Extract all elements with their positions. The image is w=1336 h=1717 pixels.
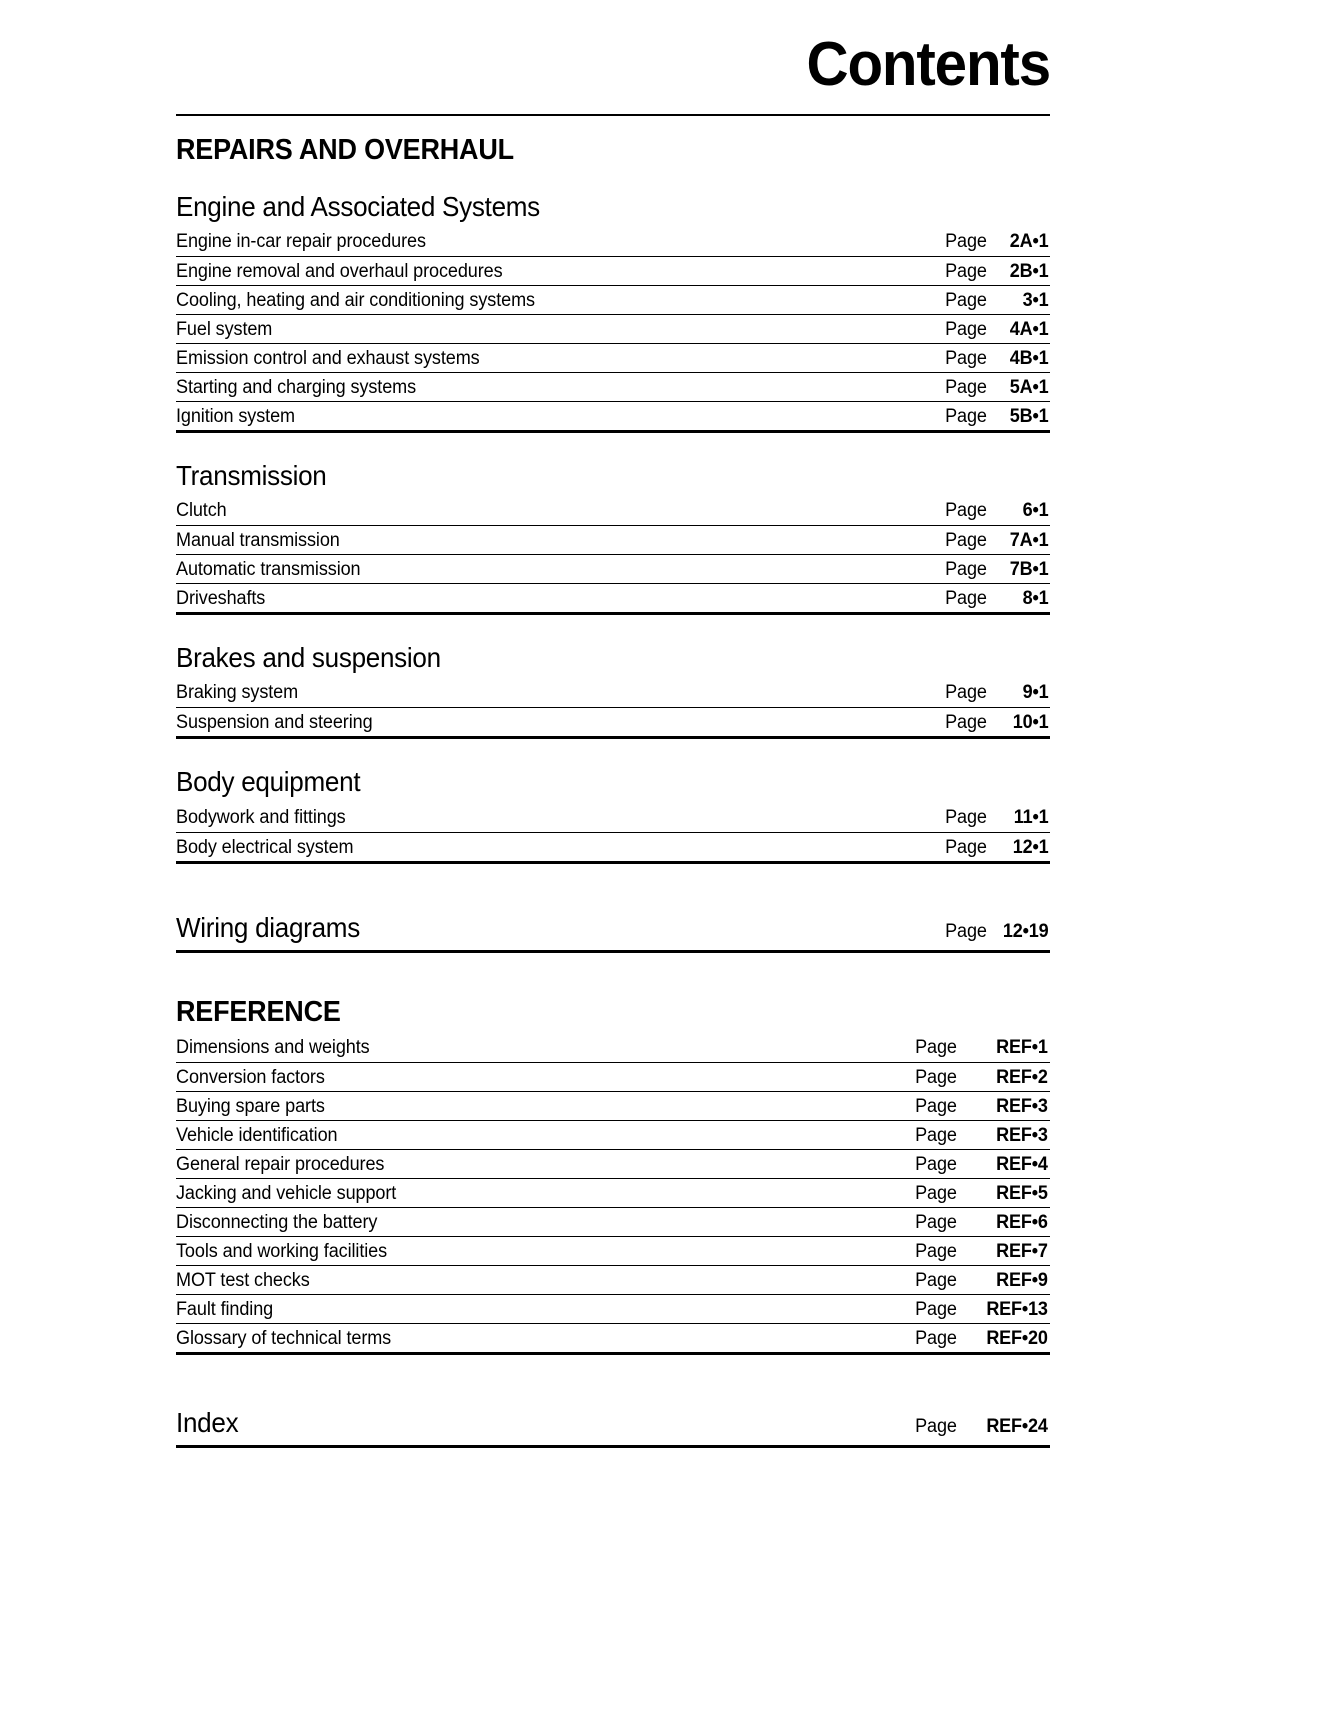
section-heading-body-equipment: Body equipment xyxy=(176,766,361,798)
entry-page-ref: REF•20 xyxy=(986,1327,1048,1349)
entry-page-label: Page xyxy=(945,712,987,734)
entry-page-ref: 4A•1 xyxy=(1009,319,1049,341)
entry-title: Manual transmission xyxy=(176,530,340,552)
entry-page-label: Page xyxy=(945,348,987,370)
entry-page-label: Page xyxy=(915,1036,957,1058)
entry-title: Emission control and exhaust systems xyxy=(176,348,480,370)
entry-page-label: Page xyxy=(945,559,987,581)
list-item[interactable] xyxy=(176,525,1050,554)
entry-page-ref: REF•9 xyxy=(996,1269,1048,1291)
entry-page-ref: 12•1 xyxy=(1012,836,1049,858)
entry-page-label: Page xyxy=(915,1066,957,1088)
entry-page-label: Page xyxy=(945,377,987,399)
wiring-diagrams-row[interactable] xyxy=(176,906,1050,950)
page-title: Contents xyxy=(806,30,1050,99)
list-item[interactable] xyxy=(176,1149,1050,1178)
index-heading: Index xyxy=(176,1406,239,1438)
entry-list-brakes xyxy=(176,678,1050,739)
entry-title: Ignition system xyxy=(176,406,295,428)
list-item[interactable] xyxy=(176,583,1050,612)
entry-page-label: Page xyxy=(915,1124,957,1146)
entry-title: Glossary of technical terms xyxy=(176,1327,392,1349)
index-page-ref: REF•24 xyxy=(986,1415,1048,1437)
section-index xyxy=(176,1401,1050,1448)
entry-page-label: Page xyxy=(945,319,987,341)
entry-title: Braking system xyxy=(176,682,299,704)
section-heading-brakes: Brakes and suspension xyxy=(176,642,441,674)
entry-page-ref: REF•1 xyxy=(996,1036,1048,1058)
group-title-reference: REFERENCE xyxy=(176,995,341,1028)
entry-list-body-equipment xyxy=(176,803,1050,864)
entry-title: Disconnecting the battery xyxy=(176,1211,378,1233)
entry-page-label: Page xyxy=(945,406,987,428)
entry-title: Buying spare parts xyxy=(176,1095,325,1117)
entry-title: Automatic transmission xyxy=(176,559,361,581)
list-item[interactable] xyxy=(176,1091,1050,1120)
index-page-label: Page xyxy=(915,1415,957,1437)
entry-title: Suspension and steering xyxy=(176,712,373,734)
entry-title: Starting and charging systems xyxy=(176,377,417,399)
list-item[interactable] xyxy=(176,1265,1050,1294)
list-item[interactable] xyxy=(176,256,1050,285)
section-brakes xyxy=(176,642,1050,739)
entry-title: Fault finding xyxy=(176,1298,274,1320)
entry-page-ref: 6•1 xyxy=(1022,500,1049,522)
list-item[interactable] xyxy=(176,1178,1050,1207)
entry-page-label: Page xyxy=(945,290,987,312)
entry-page-ref: 2B•1 xyxy=(1009,261,1049,283)
entry-page-label: Page xyxy=(915,1095,957,1117)
section-body-equipment xyxy=(176,766,1050,863)
list-item[interactable] xyxy=(176,678,1050,707)
list-item[interactable] xyxy=(176,1323,1050,1352)
entry-page-ref: REF•13 xyxy=(986,1298,1048,1320)
list-item[interactable] xyxy=(176,1294,1050,1323)
entry-page-ref: 7B•1 xyxy=(1009,559,1049,581)
section-heading-transmission: Transmission xyxy=(176,460,327,492)
entry-page-label: Page xyxy=(945,530,987,552)
entry-page-ref: REF•6 xyxy=(996,1211,1048,1233)
entry-title: Clutch xyxy=(176,500,227,522)
list-item[interactable] xyxy=(176,227,1050,256)
entry-page-label: Page xyxy=(915,1211,957,1233)
entry-page-ref: REF•3 xyxy=(996,1124,1048,1146)
entry-page-ref: 7A•1 xyxy=(1009,530,1049,552)
entry-page-ref: 3•1 xyxy=(1022,290,1049,312)
entry-page-ref: 5B•1 xyxy=(1009,406,1049,428)
entry-title: MOT test checks xyxy=(176,1269,310,1291)
entry-page-ref: 11•1 xyxy=(1013,806,1049,828)
entry-page-label: Page xyxy=(945,261,987,283)
entry-title: Fuel system xyxy=(176,319,273,341)
entry-page-label: Page xyxy=(915,1240,957,1262)
entry-page-ref: 8•1 xyxy=(1022,588,1049,610)
entry-page-label: Page xyxy=(945,806,987,828)
list-item[interactable] xyxy=(176,285,1050,314)
list-item[interactable] xyxy=(176,1120,1050,1149)
list-item[interactable] xyxy=(176,1033,1050,1062)
list-item[interactable] xyxy=(176,314,1050,343)
entry-page-label: Page xyxy=(915,1269,957,1291)
section-wiring-diagrams xyxy=(176,906,1050,953)
section-engine xyxy=(176,191,1050,433)
masthead xyxy=(176,0,1050,99)
list-item[interactable] xyxy=(176,554,1050,583)
wiring-page-label: Page xyxy=(945,920,987,942)
entry-page-ref: 5A•1 xyxy=(1009,377,1049,399)
entry-title: Body electrical system xyxy=(176,836,354,858)
entry-title: Conversion factors xyxy=(176,1066,325,1088)
entry-list-engine xyxy=(176,227,1050,433)
entry-page-ref: 4B•1 xyxy=(1009,348,1049,370)
list-item[interactable] xyxy=(176,707,1050,736)
entry-page-ref: 10•1 xyxy=(1012,712,1049,734)
list-item[interactable] xyxy=(176,496,1050,525)
entry-page-ref: REF•4 xyxy=(996,1153,1048,1175)
wiring-diagrams-heading: Wiring diagrams xyxy=(176,911,360,943)
entry-page-label: Page xyxy=(915,1298,957,1320)
section-heading-engine: Engine and Associated Systems xyxy=(176,190,540,222)
index-row[interactable] xyxy=(176,1401,1050,1445)
entry-page-label: Page xyxy=(915,1182,957,1204)
list-item[interactable] xyxy=(176,1236,1050,1265)
entry-page-label: Page xyxy=(915,1153,957,1175)
entry-title: Jacking and vehicle support xyxy=(176,1182,397,1204)
entry-title: Engine in-car repair procedures xyxy=(176,231,426,253)
entry-page-label: Page xyxy=(945,231,987,253)
entry-title: Driveshafts xyxy=(176,588,266,610)
entry-title: Dimensions and weights xyxy=(176,1036,370,1058)
list-item[interactable] xyxy=(176,803,1050,832)
wiring-page-ref: 12•19 xyxy=(1002,920,1049,942)
entry-title: Engine removal and overhaul procedures xyxy=(176,261,503,283)
entry-page-ref: 9•1 xyxy=(1022,682,1049,704)
entry-page-ref: 2A•1 xyxy=(1009,231,1049,253)
page-content xyxy=(176,0,1050,1448)
entry-page-label: Page xyxy=(945,500,987,522)
list-item[interactable] xyxy=(176,832,1050,861)
entry-page-label: Page xyxy=(945,682,987,704)
entry-page-ref: REF•7 xyxy=(996,1240,1048,1262)
entry-page-ref: REF•3 xyxy=(996,1095,1048,1117)
masthead-divider xyxy=(176,114,1050,116)
entry-list-reference xyxy=(176,1033,1050,1355)
wiring-end-rule xyxy=(176,950,1050,953)
entry-page-ref: REF•5 xyxy=(996,1182,1048,1204)
entry-page-ref: REF•2 xyxy=(996,1066,1048,1088)
list-item[interactable] xyxy=(176,343,1050,372)
list-item[interactable] xyxy=(176,1062,1050,1091)
list-item[interactable] xyxy=(176,1207,1050,1236)
group-title-repairs: REPAIRS AND OVERHAUL xyxy=(176,134,514,166)
entry-page-label: Page xyxy=(945,588,987,610)
entry-title: Bodywork and fittings xyxy=(176,806,346,828)
list-item[interactable] xyxy=(176,401,1050,430)
list-item[interactable] xyxy=(176,372,1050,401)
entry-title: General repair procedures xyxy=(176,1153,385,1175)
entry-title: Vehicle identification xyxy=(176,1124,338,1146)
section-transmission xyxy=(176,460,1050,615)
entry-title: Cooling, heating and air conditioning systems xyxy=(176,290,535,312)
entry-title: Tools and working facilities xyxy=(176,1240,388,1262)
entry-page-label: Page xyxy=(915,1327,957,1349)
entry-list-transmission xyxy=(176,496,1050,615)
entry-page-label: Page xyxy=(945,836,987,858)
